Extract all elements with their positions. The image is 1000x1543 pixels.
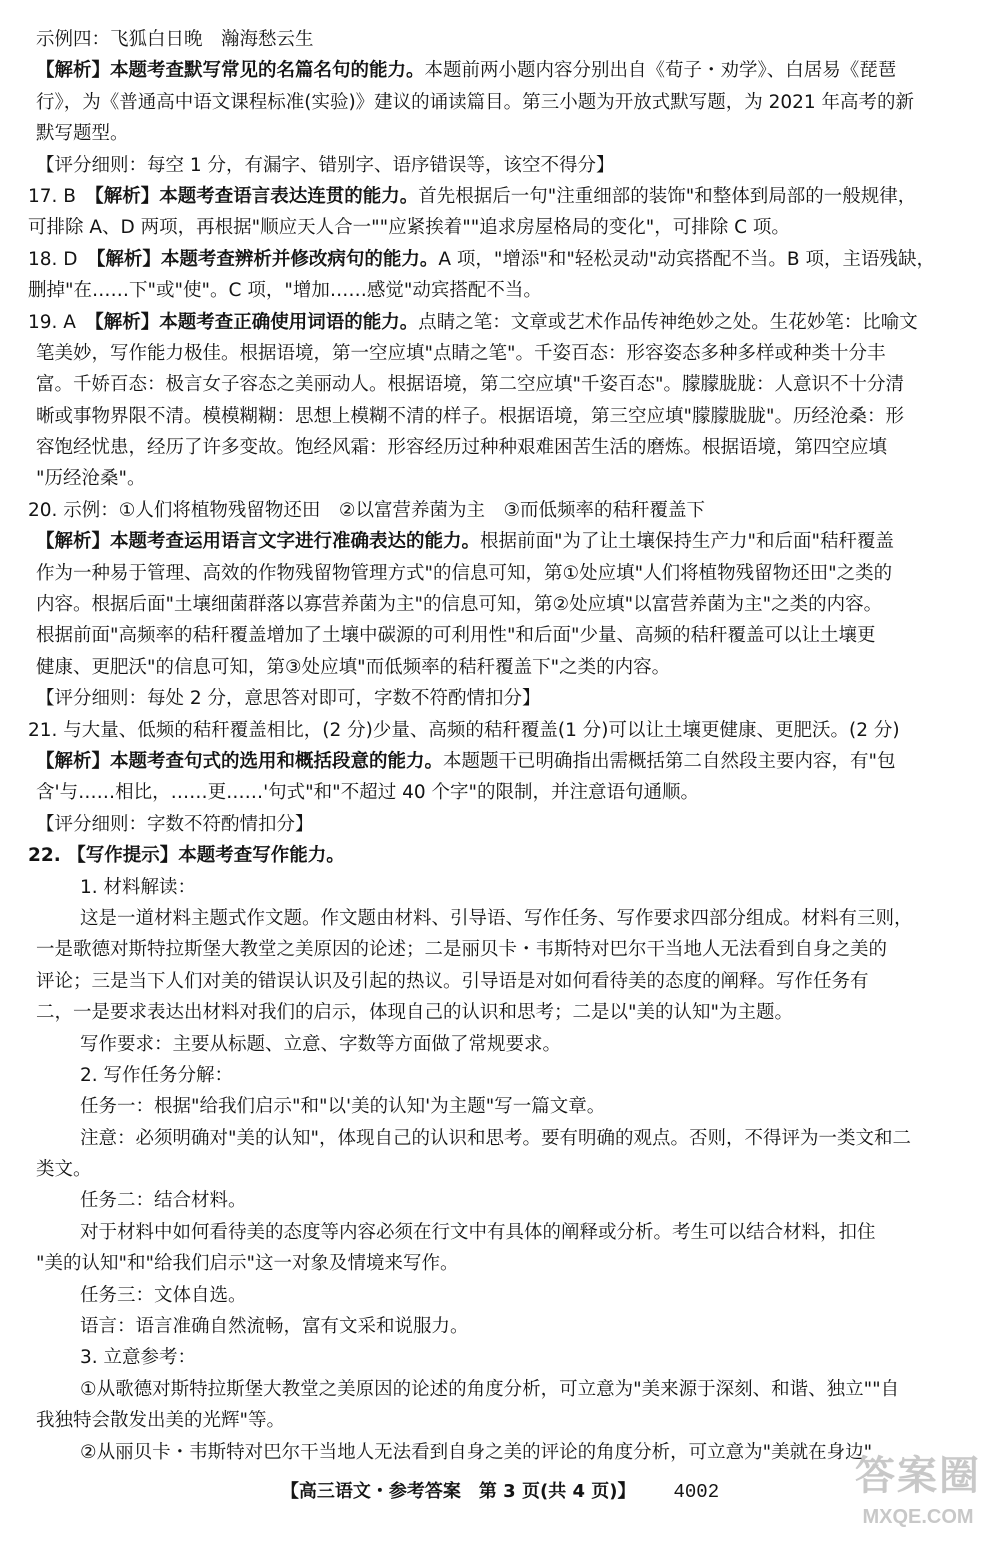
text-line: 笔美妙，写作能力极佳。根据语境，第一空应填"点睛之笔"。千姿百态：形容姿态多种多样或种类十分丰 [36, 342, 886, 364]
text-line: 容饱经忧患，经历了许多变故。饱经风霜：形容经历过种种艰难困苦生活的磨炼。根据语境，第四空应填 [36, 437, 888, 459]
text-line: 一是歌德对斯特拉斯堡大教堂之美原因的论述；二是丽贝卡・韦斯特对巴尔干当地人无法看到自身之美的 [36, 939, 888, 961]
text-line: 【评分细则：每处 2 分，意思答对即可，字数不符酌情扣分】 [36, 688, 541, 710]
bold-label: 22. 【写作提示】本题考查写作能力。 [28, 845, 345, 867]
text-line: 示例四：飞狐白日晚 瀚海愁云生 [36, 29, 314, 50]
watermark-url: MXQE.COM [862, 1506, 974, 1528]
bold-label: 【解析】本题考查默写常见的名篇名句的能力。 [36, 60, 425, 82]
bold-label: 【解析】本题考查运用语言文字进行准确表达的能力。 [36, 531, 481, 553]
text-line: 根据前面"高频率的秸秆覆盖增加了土壤中碳源的可利用性"和后面"少量、高频的秸秆覆盖可以让土壤更 [36, 625, 876, 647]
text-line [28, 840, 978, 871]
text-line: 健康、更肥沃"的信息可知，第③处应填"而低频率的秸秆覆盖下"之类的内容。 [36, 656, 671, 678]
text-line: 21. 与大量、低频的秸秆覆盖相比，(2 分)少量、高频的秸秆覆盖(1 分)可以让土壤更健康、更肥沃。(2 分) [28, 719, 900, 741]
text-line: 对于材料中如何看待美的态度等内容必须在行文中有具体的阐释或分析。考生可以结合材料，扣住 [80, 1221, 876, 1243]
text-line: "历经沧桑"。 [36, 468, 146, 490]
text-line: 任务二：结合材料。 [80, 1190, 247, 1212]
watermark-logo [848, 1447, 988, 1539]
text-line: 行》，为《普通高中语文课程标准(实验)》建议的诵读篇目。第三小题为开放式默写题，为 2021 年高考的新 [36, 91, 915, 113]
text-line: 我独特会散发出美的光辉"等。 [36, 1410, 286, 1432]
text-line: 语言：语言准确自然流畅，富有文采和说服力。 [80, 1316, 469, 1338]
footer-code: 4002 [673, 1481, 720, 1503]
text-line: 【评分细则：每空 1 分，有漏字、错别字、语序错误等，该空不得分】 [36, 154, 615, 176]
text-line: 【解析】本题考查运用语言文字进行准确表达的能力。根据前面"为了让土壤保持生产力"和后面"秸秆覆盖 [36, 531, 895, 553]
text-line: 【解析】本题考查默写常见的名篇名句的能力。本题前两小题内容分别出自《荀子・劝学》、白居易《琵琶 [36, 60, 897, 82]
text-line: 作为一种易于管理、高效的作物残留物管理方式"的信息可知，第①处应填"人们将植物残留物还田"之类的 [36, 562, 893, 584]
text-line: 【解析】本题考查句式的选用和概括段意的能力。本题题干已明确指出需概括第二自然段主要内容，有"包 [36, 750, 896, 772]
bold-label: 【解析】本题考查正确使用词语的能力。 [94, 311, 419, 333]
bold-label: 【解析】本题考查语言表达连贯的能力。 [94, 185, 419, 207]
text-line: 【评分细则：字数不符酌情扣分】 [36, 813, 314, 835]
text-line: 任务一：根据"给我们启示"和"以'美的认知'为主题"写一篇文章。 [80, 1096, 606, 1118]
text-line: 19. A 【解析】本题考查正确使用词语的能力。点睛之笔：文章或艺术作品传神绝妙之处。生花妙笔：比喻文 [28, 311, 918, 333]
text-line: 注意：必须明确对"美的认知"，体现自己的认识和思考。要有明确的观点。否则，不得评为一类文和二 [80, 1127, 912, 1149]
text-line: 2. 写作任务分解： [80, 1064, 234, 1086]
footer-label: 【高三语文・参考答案 第 3 页(共 4 页)】 [280, 1481, 636, 1502]
text-line: 写作要求：主要从标题、立意、字数等方面做了常规要求。 [80, 1033, 562, 1055]
text-line: ①从歌德对斯特拉斯堡大教堂之美原因的论述的角度分析，可立意为"美来源于深刻、和谐、独立""自 [80, 1378, 900, 1400]
text-line: ②从丽贝卡・韦斯特对巴尔干当地人无法看到自身之美的评论的角度分析，可立意为"美就在身边" [80, 1441, 873, 1463]
text-line: 晰或事物界限不清。模模糊糊：思想上模糊不清的样子。根据语境，第三空应填"朦朦胧胧"。历经沧桑：形 [36, 405, 905, 427]
text-line: 富。千娇百态：极言女子容态之美丽动人。根据语境，第二空应填"千姿百态"。朦朦胧胧：人意识不十分清 [36, 374, 905, 396]
watermark-title: 答案圈 [855, 1454, 981, 1498]
text-line: 评论；三是当下人们对美的错误认识及引起的热议。引导语是对如何看待美的态度的阐释。写作任务有 [36, 970, 869, 992]
text-line: 类文。 [36, 1159, 92, 1181]
text-line: 这是一道材料主题式作文题。作文题由材料、引导语、写作任务、写作要求四部分组成。材料有三则， [80, 907, 913, 929]
text-line: 17. B 【解析】本题考查语言表达连贯的能力。首先根据后一句"注重细部的装饰"和整体到局部的一般规律， [28, 185, 917, 207]
text-line: 3. 立意参考： [80, 1347, 197, 1369]
text-line: 18. D 【解析】本题考查辨析并修改病句的能力。A 项，"增添"和"轻松灵动"动宾搭配不当。B 项，主语残缺， [28, 248, 935, 270]
text-line: 含'与……相比，……更……'句式"和"不超过 40 个字"的限制，并注意语句通顺。 [36, 782, 700, 804]
text-line: 内容。根据后面"土壤细菌群落以寡营养菌为主"的信息可知，第②处应填"以富营养菌为主"之类的内容。 [36, 594, 883, 616]
text-line: 可排除 A、D 两项，再根据"顺应天人合一""应紧挨着""追求房屋格局的变化"，可排除 C 项。 [28, 217, 790, 239]
text-line: 默写题型。 [36, 123, 129, 145]
text-line: 二，一是要求表达出材料对我们的启示，体现自己的认识和思考；二是以"美的认知"为主题。 [36, 1002, 794, 1024]
bold-label: 【解析】本题考查辨析并修改病句的能力。 [96, 248, 439, 270]
bold-label: 【解析】本题考查句式的选用和概括段意的能力。 [36, 750, 444, 772]
answer-page [28, 24, 978, 1468]
text-line: 20. 示例：①人们将植物残留物还田 ②以富营养菌为主 ③而低频率的秸秆覆盖下 [28, 499, 706, 521]
text-line: 任务三：文体自选。 [80, 1284, 247, 1306]
text-line: 删掉"在……下"或"使"。C 项，"增加……感觉"动宾搭配不当。 [28, 280, 542, 302]
text-line: "美的认知"和"给我们启示"这一对象及情境来写作。 [36, 1253, 459, 1275]
text-line: 1. 材料解读： [80, 876, 197, 898]
